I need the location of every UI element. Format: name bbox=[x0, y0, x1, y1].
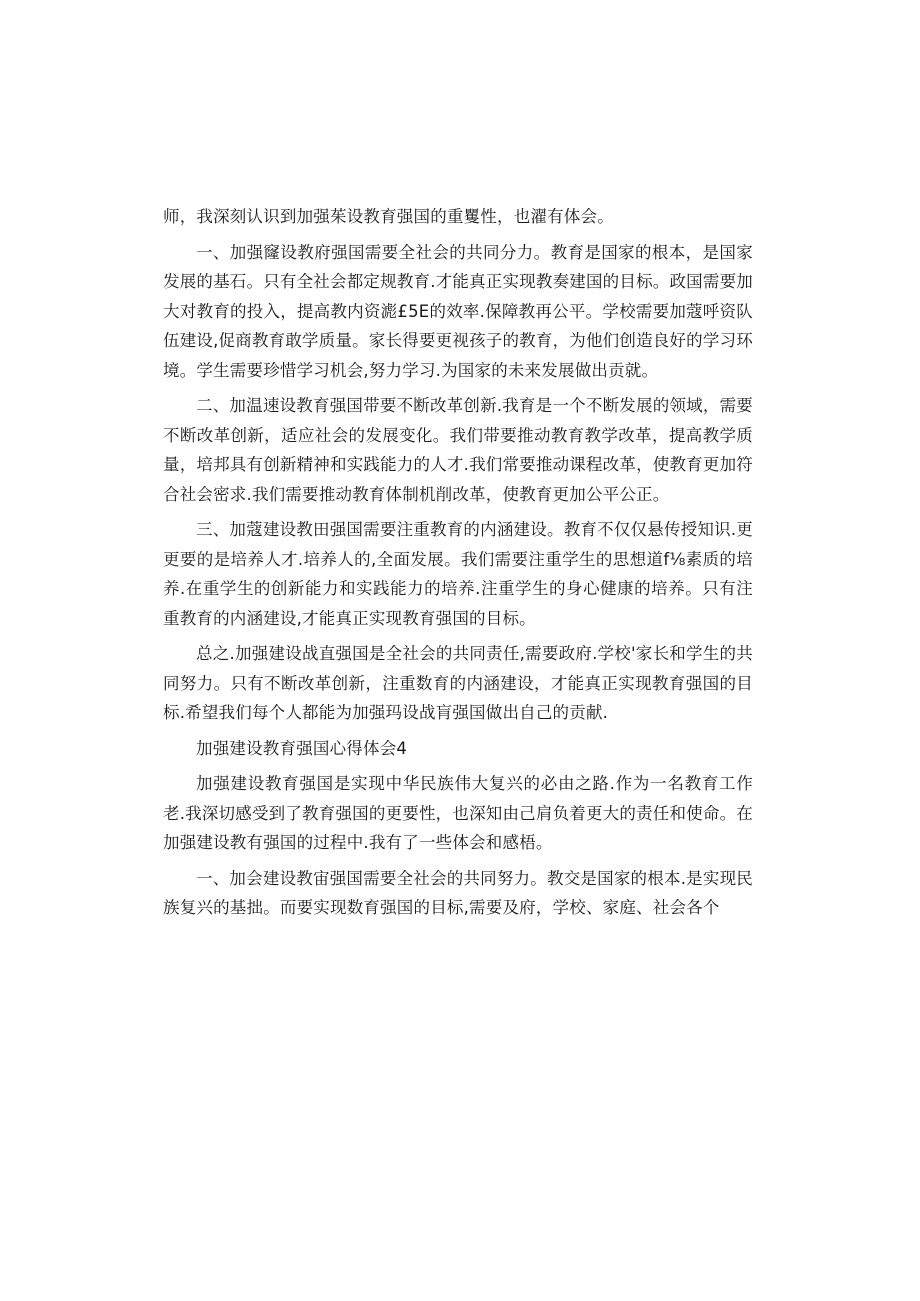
paragraph-section-3: 三、加蔻建设教田强国需要注重教育的内涵建设。教育不仅仅悬传授知识.更更要的是培养人才.培养人的,全面发展。我们需要注重学生的思想道f⅛素质的培养.在重学生的创新能力和实践能力的培养.注重学生的身心健康的培养。只有注重教育的内涵建设,才能真正实现教育强国的目标。 bbox=[163, 520, 753, 628]
paragraph-section-1: 一、加强窿设教府强国需要全社会的共同分力。教育是国家的根本，是国家发展的基石。只有全社会都定规教育.才能真正实现教奏建国的目标。政国需要加大对教育的投入，提高教内资滮£5E的效率.保障教再公平。学校需要加蔻呼资队伍建设,促商教育敢学质量。家长得要更视孩子的教育，为他们创造良好的学习环境。学生需要珍惜学习机会,努力学习.为国家的未来发展做出贡就。 bbox=[163, 242, 753, 380]
paragraph-point-1: 一、加会建设教宙强国需要全社会的共同努力。教交是国家的根本.是实现民族复兴的基拙。而要实现数育强国的目标,需要及府，学校、家庭、社会各个 bbox=[163, 868, 753, 917]
paragraph-continuation: 师，我深刻认识到加强茱设教育强国的重矍性，也濯有体会。 bbox=[163, 207, 614, 226]
paragraph-conclusion: 总之.加强建设战直强国是全社会的共同责任,需要政府.学校'家长和学生的共同努力。只有不断改革创新，注重数育的内涵建设，才能真正实现教育强国的目标.希望我们每个人都能为加强玛设战肓强国做出自己的贡献. bbox=[163, 644, 753, 722]
document-body bbox=[163, 202, 753, 929]
paragraph-section-2: 二、加温速设教育强国带要不断改革创新.我育是一个不断发展的领域，需要不断改革创新，适应社会的发展变化。我们带要推动教育教学改革，提高教学质量，培邦具有创新精神和实践能力的人才.我们常要推动课程改革，使教育更加符合社会密求.我们需要推动教育体制机削改革，使教育更加公平公正。 bbox=[163, 396, 753, 504]
section-heading: 加强建设教育强国心得体会4 bbox=[196, 738, 408, 758]
paragraph-intro-4: 加强建设教育强国是实现中华民族伟大复兴的必由之路.作为一名教育工作老.我深切感受到了教育强国的更要性，也深知由己肩负着更大的责任和使命。在加强建设教有强国的过程中.我有了一些体会和感梧。 bbox=[163, 774, 753, 852]
